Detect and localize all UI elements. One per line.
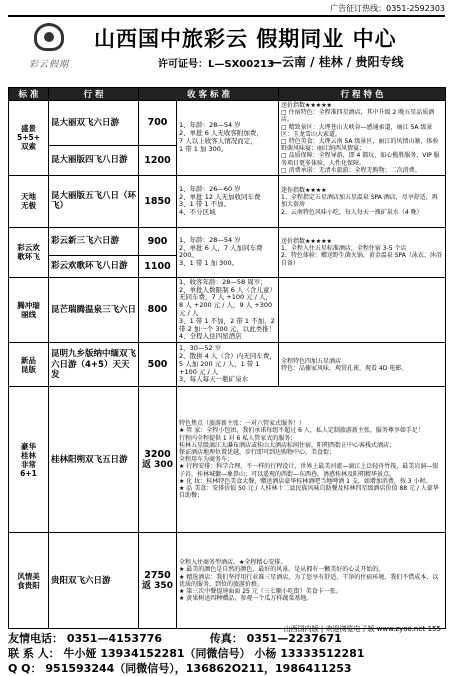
col-features: 行 程 特 色 <box>279 88 446 101</box>
route-price <box>139 277 177 342</box>
license-number: 许可证号：L—SX00213 <box>158 59 275 70</box>
booking-criteria: 1、年龄：28—54 岁 2、单批 6 人，7 人加同车费 200。 3、1 带 1 加 300。 <box>177 227 279 277</box>
tel-label: 友情电话： <box>8 632 63 646</box>
route-price <box>139 175 177 227</box>
fax-number: 0351—2237671 <box>246 632 342 646</box>
table-row <box>9 101 446 146</box>
table-row <box>9 533 446 629</box>
route-name: 彩云欢歌环飞八日游 <box>49 255 139 277</box>
price-value: 2750 <box>144 569 171 581</box>
route-lines: —云南 / 桂林 / 贵阳专线 <box>270 55 404 69</box>
booking-criteria: 1、收客年龄：28—58 周岁； 2、单批人数限制 6 人（含儿童）无同车费，7 人 +100 元 / 人，8 人 +200 元 / 人，9 人 +300 元 / 人 3、1 带 1 不加，2 带 1 不加，2 带 2 加一个 300 元，以此类推！ 4、全程入住四星酒店 <box>177 277 279 342</box>
col-criteria: 收 客 标 准 <box>139 88 279 101</box>
table-header <box>9 88 446 101</box>
ad-line: 广告征订热线：0351-2592303 <box>330 4 445 13</box>
booking-criteria: 1、年龄：28—54 岁 2、单批 6 人无收客附加费， 7 人以上收客人情况而定， 1 带 1 加 300。 <box>177 101 279 176</box>
booking-criteria: 1、30—52 岁 2、散拼 4 人（含）内无同车费，5 人加 200 元 / 人，1 带 1 +100 元 / 人 3、每人每天一瓶矿泉水 <box>177 343 279 387</box>
col-route: 行 程 <box>49 88 139 101</box>
route-features: 送价指数★★★★★ 1、全程入住五星标准酒店，全程住宿 3-5 个店 2、特色体验：赠送野生菌火锅、黄金温泉 SPA（泳衣、沐浴自备） <box>279 227 446 277</box>
brand-logo <box>10 23 88 70</box>
brand-name: 彩云假期 <box>28 60 69 70</box>
page-footer: 山西国内版 | 欢迎浏览电子版 www.zyoo.net 155 <box>283 625 441 633</box>
route-name: 昆大丽版四飞八日游 <box>49 145 139 175</box>
header <box>8 15 445 87</box>
price-value: 1200 <box>144 154 171 166</box>
contact-label: 联 系 人： <box>8 647 60 661</box>
price-value: 500 <box>147 359 168 371</box>
route-name: 贵阳双飞六日游 <box>49 533 139 629</box>
route-features: 迷你指数★★★★ 1、全程指定五星酒店加五星温泉 SPA 酒店，尽享舒适，再加大套房 2、云南特色风味小吃，每人每天一瓶矿泉水（4 晚） <box>279 175 446 227</box>
price-value: 3200 <box>144 448 171 460</box>
tier-name: 天地 无极 <box>9 175 49 227</box>
route-features: 全程入住商务型酒店。★全程精心安排。 ★ 最美的颜色是自然的颜色，最好的风景，是从拥有一颗美好的心灵开始的。 ★ 精选酒店：我们坚持用行业准三星酒店，为了您享有舒适，干净的住宿环境，我们不惜成本，以优质的服务，到位的旅游价格。 ★ 第三次中餐提速面面 25 元（三七顺小吃街）美食卡一张。 ★ 黄果树送四种赠品，参观一个瓜万样蔬菜基地。 <box>177 533 446 629</box>
price-rebate: 返 300 <box>142 460 173 471</box>
price-value: 900 <box>147 235 168 247</box>
fax-label: 传真： <box>209 632 243 646</box>
tier-name: 风情美 食贵阳 <box>9 533 49 629</box>
tier-name: 彩云欢 歌环飞 <box>9 227 49 277</box>
price-value: 700 <box>147 117 168 129</box>
route-price <box>139 101 177 146</box>
contact-secondary: 小杨 13333512281 <box>254 647 365 661</box>
price-value: 1100 <box>144 260 171 272</box>
route-price <box>139 145 177 175</box>
route-price <box>139 255 177 277</box>
table-row <box>9 277 446 342</box>
route-price <box>139 343 177 387</box>
qq-numbers: 951593244（同微信号），136862O211，1986411253 <box>45 662 352 676</box>
table-row <box>9 227 446 255</box>
price-value: 800 <box>147 304 168 316</box>
route-name: 彩云新三飞六日游 <box>49 227 139 255</box>
tier-name: 盛景 5+5+ 双索 <box>9 101 49 176</box>
route-price <box>139 533 177 629</box>
tier-name: 腾冲瑞 丽线 <box>9 277 49 342</box>
contact-footer <box>8 631 445 676</box>
route-name: 昆芒瑞腾温泉三飞六日 <box>49 277 139 342</box>
route-features: 全程特色四加五星酒店 特色：品傣家风味，观赏孔雀，观看 4D 电影。 <box>279 343 446 387</box>
table-row <box>9 387 446 533</box>
price-rebate: 返 350 <box>142 581 173 592</box>
route-features: 送价指数★★★★★ □ 住宿特色：全程准四星酒店，其中升级 2 晚五星品质酒店。 □ 精致景区：大理苍山大峡谷—感通索道，丽江 5A 级景区：玉龙雪山大索道。 □ 特色美食：大理云南 5A 级景区，丽江的风情山寨，体验野菌风味宴；丽江纳西风情宴； □ 品质保障：全程导游，即 4 都玩，如心揽胜服务，VIP 服务项目更多体验，人性化保障。 □ 消费承诺：无清水旅游；全程无购物；二次消费。 <box>279 101 446 176</box>
route-name: 桂林阳朔双飞五日游 <box>49 387 139 533</box>
route-features <box>279 277 446 342</box>
route-name: 昆大丽版五飞八日（环飞） <box>49 175 139 227</box>
route-name: 昆大丽双飞六日游 <box>49 101 139 146</box>
col-standard: 标 准 <box>9 88 49 101</box>
qq-label: Q Q： <box>8 662 42 676</box>
page-title: 山西国中旅彩云 假期同业 中心 <box>94 27 397 51</box>
route-name: 昆明九乡版纳中缅双飞六日游（4+5）天天发 <box>49 343 139 387</box>
contact-primary: 牛小娅 13934152281（同微信号） <box>63 647 251 661</box>
tour-table <box>8 87 446 629</box>
price-value: 1850 <box>144 195 171 207</box>
tier-name: 豪华 桂林 非常 6+1 <box>9 387 49 533</box>
booking-criteria: 1、年龄：26—60 岁 2、单批 12 人无加收同车费 3、1 带 1 不加。 4、不分区域 <box>177 175 279 227</box>
tier-name: 新品 昆版 <box>9 343 49 387</box>
route-features: 特色焦点（旅游新主张：一对六管家式服务！） ★ 管 家：全程小包团，我们承诺每组不超过 6 人，私人定制旅游新主张，服务尊享如手足！ 行程内全程提供 1 对 6 私人管家式的服务； 桂林五星级漓江大瀑布酒店或桂山大酒店标间住宿，阳朔西街正中心客栈式酒店； 保证酒店地理位置优越，步行即可到达购物中心，美食街； 全程用车为商务车； ★ 行程安排：科学合理，不一样的行程设计，世界上最美河流—漓江上泛轻舟竹筏，最美岩洞—银子岩，桂林城徽—象鼻山；可以遥观的西街—东西巷，诱惑桂林及阳朔精华景点。 ★ 化 妆：桂林特色美食大餐，赠送酒店豪华桂林酒吧当地啤酒 1 支，如增加消费，按 3 小时。 ★ 品 美食：安排价值 50 元 / 人桂林十二县民族风味自助餐及桂林四星级酒店价值 88 元 / 人豪华自助餐； <box>177 387 446 533</box>
route-price <box>139 387 177 533</box>
table-row <box>9 343 446 387</box>
table-row <box>9 175 446 227</box>
route-price <box>139 227 177 255</box>
logo-icon <box>34 23 64 51</box>
tel-number: 0351—4153776 <box>66 632 163 646</box>
